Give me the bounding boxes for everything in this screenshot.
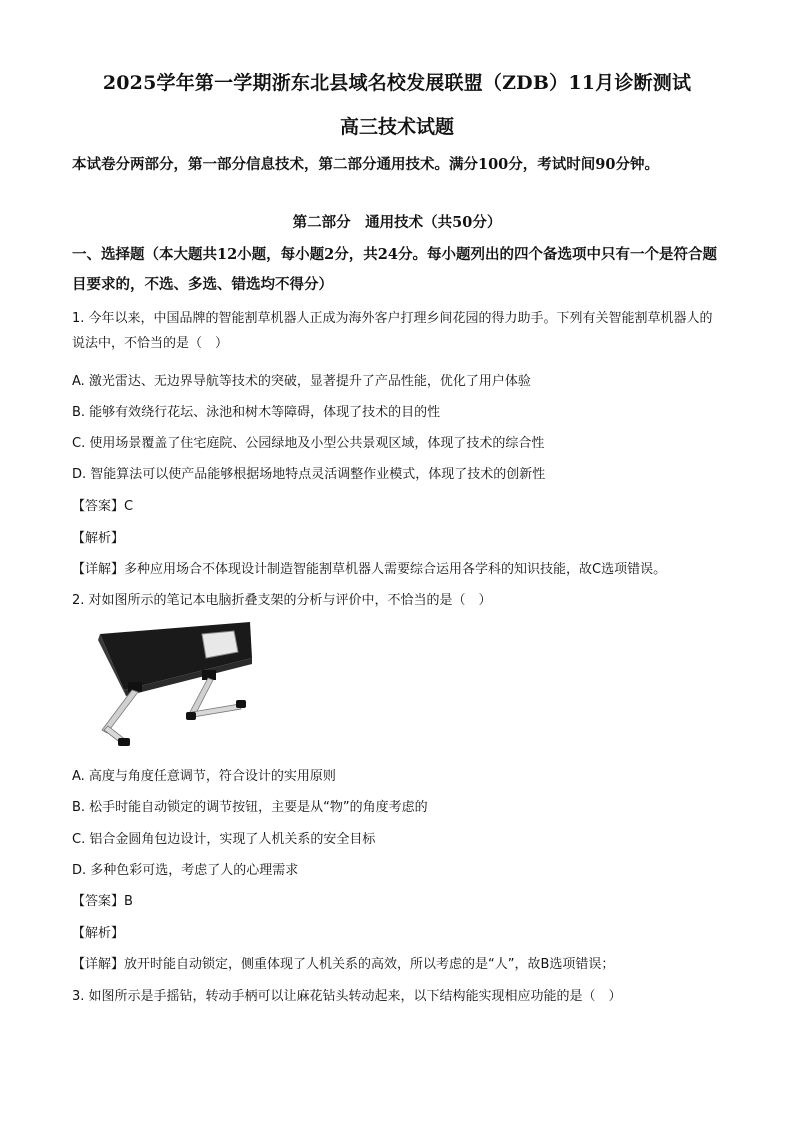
- detail-label: 【详解】: [72, 562, 125, 577]
- exam-subtitle: 高三技术试题: [339, 116, 454, 138]
- answer-value: B: [124, 894, 133, 909]
- question-2-option-a: A. 高度与角度任意调节，符合设计的实用原则: [72, 769, 336, 784]
- answer-value: C: [124, 499, 134, 514]
- detail-text: 放开时能自动锁定，侧重体现了人机关系的高效，所以考虑的是“人”，故B选项错误；: [124, 957, 615, 972]
- section-title: 第二部分 通用技术（共50分）: [292, 214, 502, 231]
- exam-intro: 本试卷分两部分，第一部分信息技术，第二部分通用技术。满分100分，考试时间90分钟。: [72, 156, 659, 173]
- question-3-stem: 3. 如图所示是手摇钻，转动手柄可以让麻花钻头转动起来，以下结构能实现相应功能的是（ ）: [72, 989, 622, 1004]
- question-2-option-b: B. 松手时能自动锁定的调节按钮，主要是从“物”的角度考虑的: [72, 800, 428, 815]
- question-1-analysis-label: 【解析】: [72, 531, 125, 546]
- question-2-option-c: C. 铝合金圆角包边设计，实现了人机关系的安全目标: [72, 832, 376, 847]
- question-1-detail: [72, 558, 722, 577]
- detail-label: 【详解】: [72, 957, 125, 972]
- question-2-detail: [72, 953, 722, 972]
- answer-label: 【答案】: [72, 499, 125, 514]
- question-2-stem: 2. 对如图所示的笔记本电脑折叠支架的分析与评价中，不恰当的是（ ）: [72, 593, 492, 608]
- question-2-answer: [72, 890, 133, 909]
- hinge-left: [128, 682, 142, 692]
- question-1-option-a: A. 激光雷达、无边界导航等技术的突破，显著提升了产品性能，优化了用户体验: [72, 374, 531, 389]
- question-1-option-b: B. 能够有效绕行花坛、泳池和树木等障碍，体现了技术的目的性: [72, 405, 441, 420]
- question-2-analysis-label: 【解析】: [72, 926, 125, 941]
- answer-label: 【答案】: [72, 894, 125, 909]
- question-1-answer: [72, 495, 133, 514]
- question-1-stem: 1. 今年以来，中国品牌的智能割草机器人正成为海外客户打理乡间花园的得力助手。下列有关智能割草机器人的说法中，不恰当的是（ ）: [72, 311, 713, 351]
- question-1-option-d: D. 智能算法可以使产品能够根据场地特点灵活调整作业模式，体现了技术的创新性: [72, 467, 546, 482]
- detail-text: 多种应用场合不体现设计制造智能割草机器人需要综合运用各学科的知识技能，故C选项错误。: [124, 562, 667, 577]
- question-2-option-d: D. 多种色彩可选，考虑了人的心理需求: [72, 863, 299, 878]
- multiple-choice-heading: 一、选择题（本大题共12小题，每小题2分，共24分。每小题列出的四个备选项中只有一个是符合题目要求的，不选、多选、错选均不得分）: [72, 246, 717, 293]
- question-1-option-c: C. 使用场景覆盖了住宅庭院、公园绿地及小型公共景观区域，体现了技术的综合性: [72, 436, 545, 451]
- laptop-stand-figure: [82, 612, 262, 762]
- exam-title: 2025学年第一学期浙东北县域名校发展联盟（ZDB）11月诊断测试: [102, 72, 692, 94]
